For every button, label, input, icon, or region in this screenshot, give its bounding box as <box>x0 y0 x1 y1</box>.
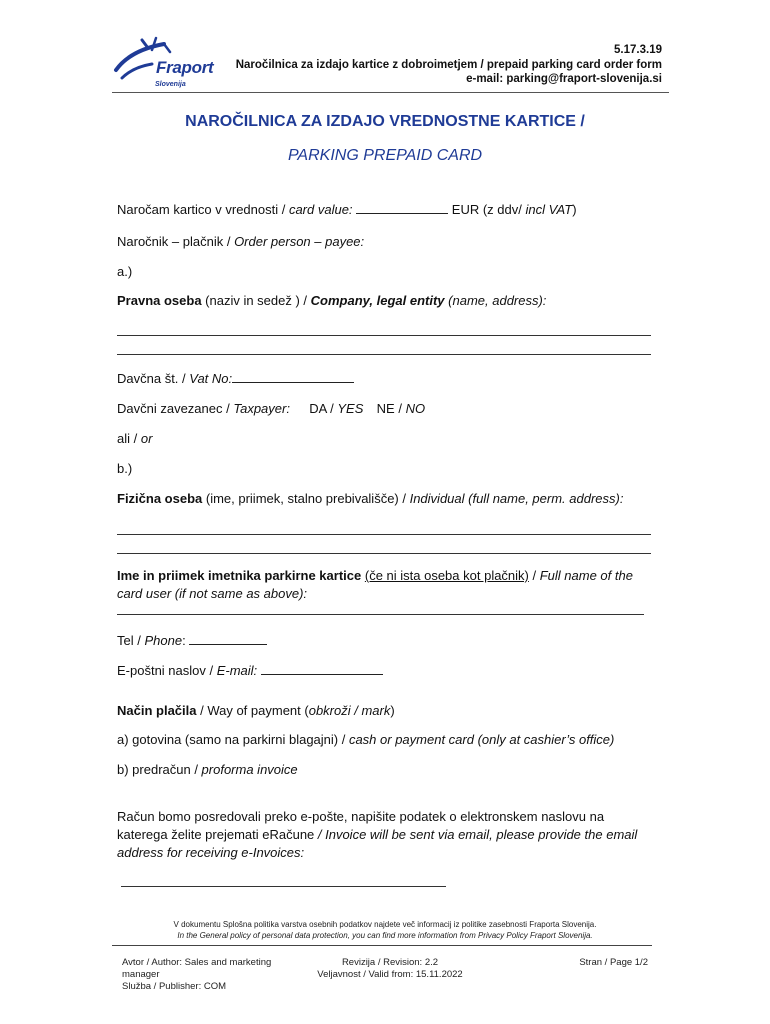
individual-label: Fizična oseba (ime, priimek, stalno prebivališče) / Individual (full name, perm. address): <box>117 491 624 506</box>
email-field[interactable] <box>261 662 383 675</box>
header-email: e-mail: parking@fraport-slovenija.si <box>466 73 662 85</box>
card-holder-field[interactable] <box>117 614 644 615</box>
footer-divider <box>112 945 652 946</box>
logo-text: Fraport <box>156 58 214 77</box>
taxpayer-line: Davčni zavezanec / Taxpayer: DA / YES NE / NO <box>117 401 426 416</box>
email-line: E-poštni naslov / E-mail: <box>117 662 383 680</box>
legal-entity-label: Pravna oseba (naziv in sedež ) / Company, legal entity (name, address): <box>117 293 547 308</box>
taxpayer-no-option[interactable]: NE / NO <box>376 401 426 416</box>
invoice-text-1: Račun bomo posredovali preko e-pošte, napišite podatek o elektronskem naslovu na <box>117 809 605 824</box>
taxpayer-yes-option[interactable]: DA / YES <box>309 401 364 416</box>
card-value-field[interactable] <box>356 201 448 214</box>
payment-label: Način plačila / Way of payment (obkroži / mark) <box>117 703 395 718</box>
doc-title: Naročilnica za izdajo kartice z dobroimetjem / prepaid parking card order form <box>235 59 662 71</box>
invoice-email-field[interactable] <box>121 886 446 887</box>
invoice-text-2: katerega želite prejemati eRačune / Invoice will be sent via email, please provide the email <box>117 827 638 842</box>
legal-entity-field-1[interactable] <box>117 335 651 336</box>
option-b: b.) <box>117 461 133 476</box>
individual-field-2[interactable] <box>117 553 651 554</box>
phone-field[interactable] <box>189 632 267 645</box>
option-a: a.) <box>117 264 133 279</box>
fraport-logo <box>112 34 222 96</box>
privacy-note-sl: V dokumentu Splošna politika varstva osebnih podatkov najdete več informacij iz politike zasebnosti Fraporta Slovenija. <box>173 920 597 929</box>
footer-revision: Revizija / Revision: 2.2 Veljavnost / Valid from: 15.11.2022 <box>317 957 463 980</box>
footer-author: Avtor / Author: Sales and marketing manager Služba / Publisher: COM <box>122 957 272 992</box>
invoice-text-3: address for receiving e-Invoices: <box>117 845 305 860</box>
vat-field[interactable] <box>232 370 354 383</box>
individual-field-1[interactable] <box>117 534 651 535</box>
or-line: ali / or <box>117 431 153 446</box>
page-title: NAROČILNICA ZA IZDAJO VREDNOSTNE KARTICE / <box>185 113 585 130</box>
footer-page-number: Stran / Page 1/2 <box>579 957 648 968</box>
card-holder-label-2: card user (if not same as above): <box>117 586 308 601</box>
page-subtitle: PARKING PREPAID CARD <box>287 147 483 164</box>
orderer-line: Naročnik – plačnik / Order person – payee: <box>117 234 365 249</box>
payment-option-b[interactable]: b) predračun / proforma invoice <box>117 762 298 777</box>
legal-entity-field-2[interactable] <box>117 354 651 355</box>
logo-subtext: Slovenija <box>155 81 186 88</box>
privacy-note-en: In the General policy of personal data protection, you can find more information from Privacy Policy Fraport Slovenija. <box>177 931 593 940</box>
card-value-line: Naročam kartico v vrednosti / card value: EUR (z ddv/ incl VAT) <box>117 202 577 217</box>
header-divider <box>112 92 669 93</box>
vat-line: Davčna št. / Vat No: <box>117 370 354 388</box>
payment-option-a[interactable]: a) gotovina (samo na parkirni blagajni) / cash or payment card (only at cashier’s office) <box>117 732 615 747</box>
card-holder-label-1: Ime in priimek imetnika parkirne kartice (če ni ista oseba kot plačnik) / Full name of the <box>117 568 633 583</box>
doc-number: 5.17.3.19 <box>614 44 662 56</box>
phone-line: Tel / Phone: <box>117 632 267 650</box>
